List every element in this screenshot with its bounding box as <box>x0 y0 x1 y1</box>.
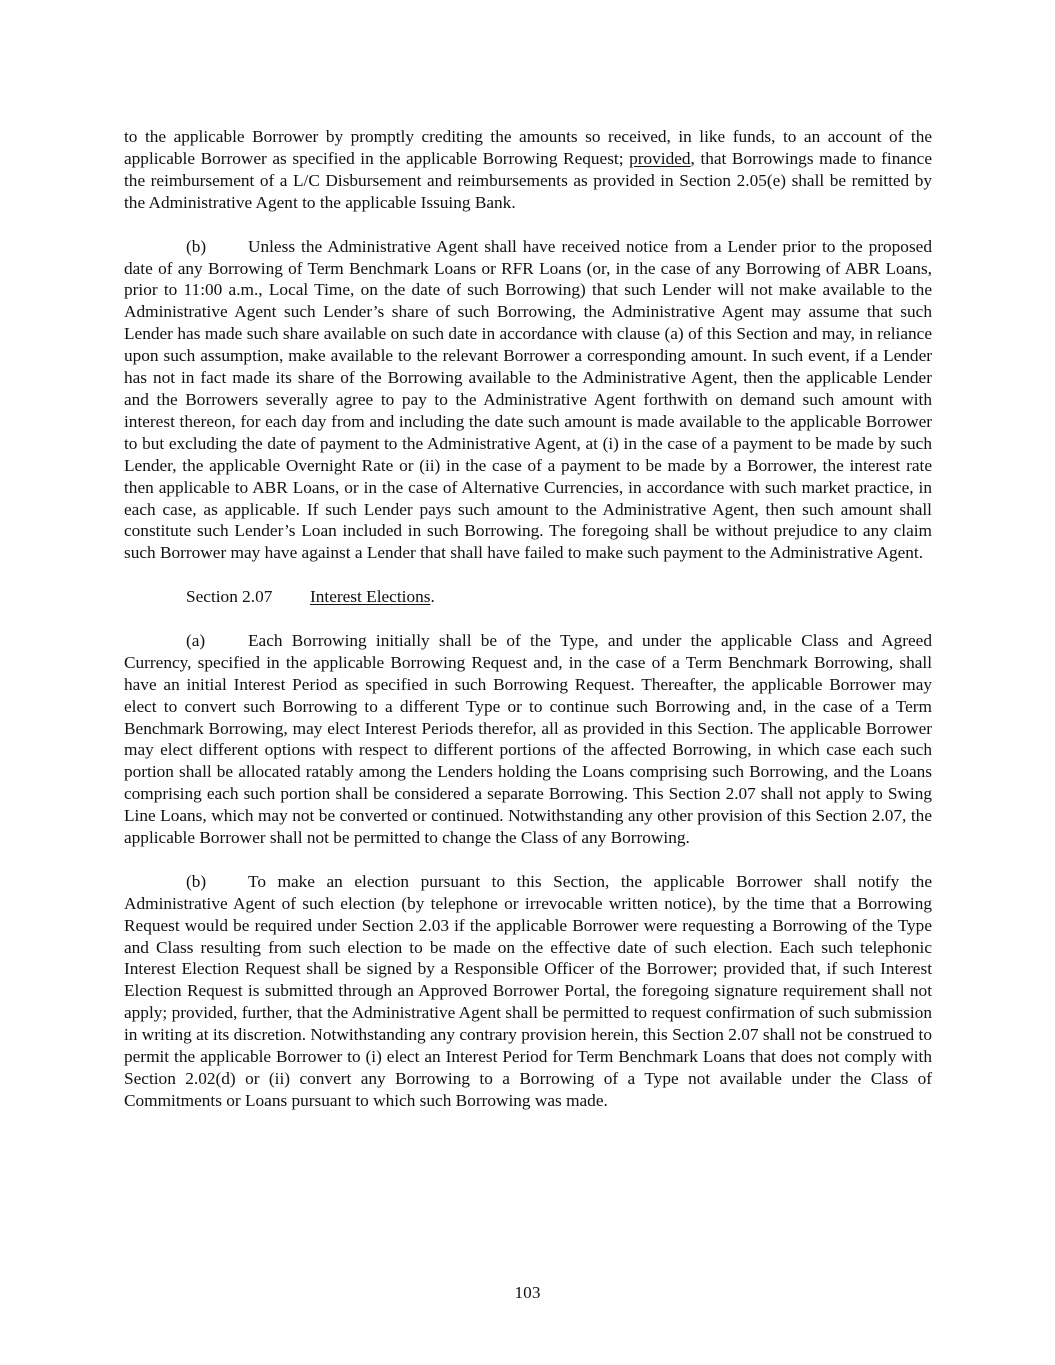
section-heading <box>124 586 932 608</box>
provided-underlined-term: provided <box>629 148 691 168</box>
paragraph-continuation <box>124 126 932 214</box>
paragraph-text: To make an election pursuant to this Section, the applicable Borrower shall notify the Administrative Agent of such election (by telephone or irrevocable written notice), by the time that a Borrowing Request would be required under Section 2.03 if the applicable Borrower were requesting a Borrowing of the Type and Class resulting from such election to be made on the effective date of such election. Each such telephonic Interest Election Request shall be signed by a Responsible Officer of the Borrower; provided that, if such Interest Election Request is submitted through an Approved Borrower Portal, the foregoing signature requirement shall not apply; provided, further, that the Administrative Agent shall be permitted to request confirmation of such submission in writing at its discretion. Notwithstanding any contrary provision herein, this Section 2.07 shall not be construed to permit the applicable Borrower to (i) elect an Interest Period for Term Benchmark Loans that does not comply with Section 2.02(d) or (ii) convert any Borrowing to a Borrowing of a Type not available under the Class of Commitments or Loans pursuant to which such Borrowing was made. <box>124 871 932 1110</box>
clause-label: (b) <box>186 236 207 256</box>
section-title: Interest Elections <box>310 587 431 607</box>
paragraph-text: to the applicable Borrower by promptly crediting the amounts so received, in like funds, to an account of the applicable Borrower as specified in the applicable Borrowing Request; <box>124 127 932 168</box>
paragraph-text: , that Borrowings made to finance the reimbursement of a L/C Disbursement and reimbursements as provided in Section 2.05(e) shall be remitted by the Administrative Agent to the applicable Issuing Bank. <box>124 148 932 212</box>
clause-label: (a) <box>186 630 206 650</box>
paragraph-a-borrowing-type <box>124 630 932 849</box>
clause-label: (b) <box>186 871 207 891</box>
document-body <box>124 126 932 1134</box>
paragraph-b-election <box>124 871 932 1112</box>
page-number: 103 <box>514 1283 541 1302</box>
paragraph-b-lender-notice <box>124 236 932 565</box>
paragraph-text: Unless the Administrative Agent shall have received notice from a Lender prior to the proposed date of any Borrowing of Term Benchmark Loans or RFR Loans (or, in the case of any Borrowing of ABR Loans, prior to 11:00 a.m., Local Time, on the date of such Borrowing) that such Lender will not make available to the Administrative Agent such Lender’s share of such Borrowing, the Administrative Agent may assume that such Lender has made such share available on such date in accordance with clause (a) of this Section and may, in reliance upon such assumption, make available to the relevant Borrower a corresponding amount. In such event, if a Lender has not in fact made its share of the Borrowing available to the Administrative Agent, then the applicable Lender and the Borrowers severally agree to pay to the Administrative Agent forthwith on demand such amount with interest thereon, for each day from and including the date such amount is made available to the applicable Borrower to but excluding the date of payment to the Administrative Agent, at (i) in the case of a payment to be made by such Lender, the applicable Overnight Rate or (ii) in the case of a payment to be made by a Borrower, the interest rate then applicable to ABR Loans, or in the case of Alternative Currencies, in accordance with such market practice, in each case, as applicable. If such Lender pays such amount to the Administrative Agent, then such amount shall constitute such Lender’s Loan included in such Borrowing. The foregoing shall be without prejudice to any claim such Borrower may have against a Lender that shall have failed to make such payment to the Administrative Agent. <box>124 236 932 563</box>
section-number: Section 2.07 <box>186 587 273 607</box>
paragraph-text: Each Borrowing initially shall be of the Type, and under the applicable Class and Agreed Currency, specified in the applicable Borrowing Request and, in the case of a Term Benchmark Borrowing, shall have an initial Interest Period as specified in such Borrowing Request. Thereafter, the applicable Borrower may elect to convert such Borrowing to a different Type or to continue such Borrowing and, in the case of a Term Benchmark Borrowing, may elect Interest Periods therefor, all as provided in this Section. The applicable Borrower may elect different options with respect to different portions of the affected Borrowing, in which case each such portion shall be allocated ratably among the Lenders holding the Loans comprising such Borrowing, and the Loans comprising each such portion shall be considered a separate Borrowing. This Section 2.07 shall not apply to Swing Line Loans, which may not be converted or continued. Notwithstanding any other provision of this Section 2.07, the applicable Borrower shall not be permitted to change the Class of any Borrowing. <box>124 630 932 848</box>
section-title-period: . <box>430 587 435 607</box>
